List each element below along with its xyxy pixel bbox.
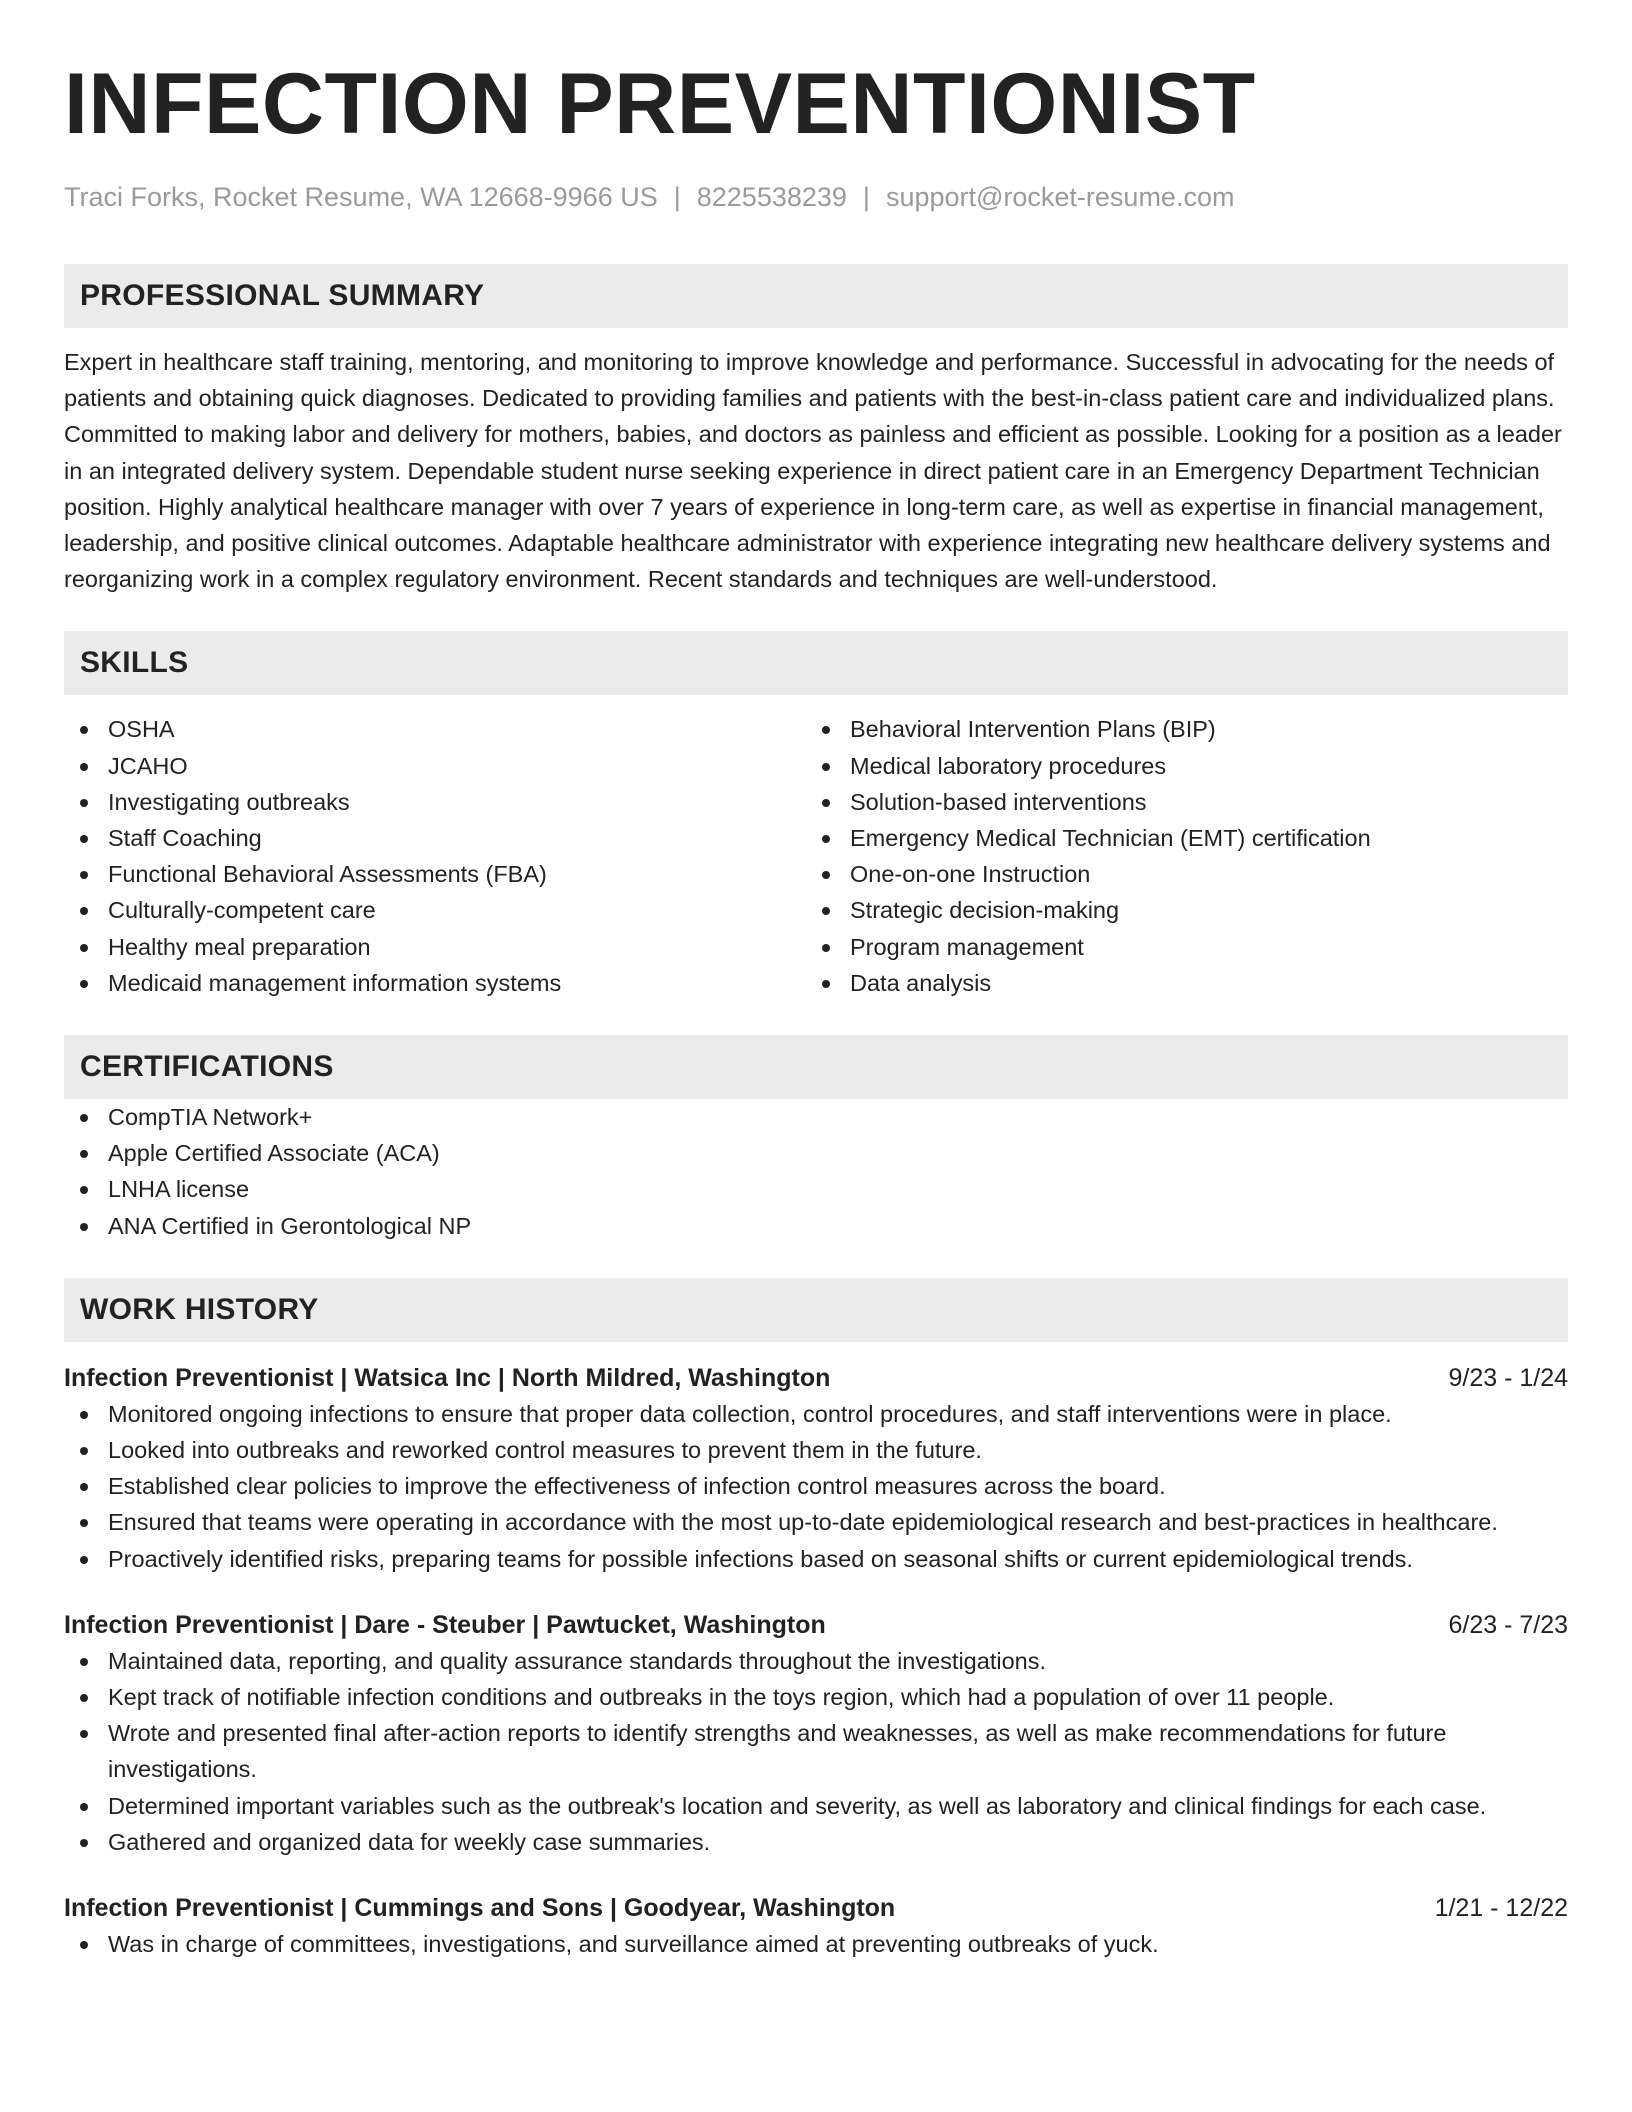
list-item-text: Data analysis (850, 969, 992, 996)
list-item (64, 1788, 1568, 1824)
list-item (64, 1679, 1568, 1715)
list-item-text: Strategic decision-making (850, 897, 1120, 924)
list-item (64, 820, 806, 856)
list-item (64, 748, 806, 784)
job-title: Infection Preventionist | Dare - Steuber | Pawtucket, Washington (64, 1610, 826, 1639)
list-item-text: JCAHO (108, 752, 188, 779)
bullet-icon (80, 726, 88, 734)
list-item (806, 784, 1548, 820)
bullet-icon (822, 835, 830, 843)
list-item-text: Healthy meal preparation (108, 933, 371, 960)
bullet-icon (80, 1150, 88, 1158)
skills-list-right (806, 711, 1548, 1001)
list-item (64, 1208, 1568, 1244)
bullet-icon (80, 871, 88, 879)
job-title: Infection Preventionist | Cummings and Sons | Goodyear, Washington (64, 1894, 896, 1923)
list-item-text: LNHA license (108, 1176, 250, 1203)
list-item-text: Ensured that teams were operating in accordance with the most up-to-date epidemiological research and best-practices in healthcare. (108, 1509, 1498, 1536)
list-item-text: Was in charge of committees, investigations, and surveillance aimed at preventing outbreaks of yuck. (108, 1931, 1159, 1958)
job-entry (64, 1890, 1568, 1962)
list-item (64, 1396, 1568, 1432)
list-item (64, 784, 806, 820)
bullet-icon (80, 1223, 88, 1231)
skills-grid (64, 711, 1568, 1001)
list-item (806, 711, 1548, 747)
contact-separator: | (673, 182, 681, 212)
list-item (64, 929, 806, 965)
bullet-icon (80, 1556, 88, 1564)
list-item-text: Staff Coaching (108, 825, 262, 852)
list-item (64, 711, 806, 747)
section-header-work-history: WORK HISTORY (64, 1278, 1568, 1342)
list-item (64, 1135, 1568, 1171)
skills-list-left (64, 711, 806, 1001)
list-item-text: Looked into outbreaks and reworked control measures to prevent them in the future. (108, 1437, 982, 1464)
list-item-text: Solution-based interventions (850, 788, 1147, 815)
list-item (64, 1824, 1568, 1860)
contact-separator: | (862, 182, 870, 212)
job-header (64, 1890, 1568, 1926)
bullet-icon (80, 1186, 88, 1194)
job-title: Infection Preventionist | Watsica Inc | North Mildred, Washington (64, 1363, 831, 1392)
bullet-icon (80, 1694, 88, 1702)
list-item-text: OSHA (108, 716, 175, 743)
section-header-certifications: CERTIFICATIONS (64, 1035, 1568, 1099)
work-history-list (64, 1360, 1568, 1962)
list-item-text: Gathered and organized data for weekly case summaries. (108, 1828, 711, 1855)
list-item (64, 1468, 1568, 1504)
contact-address: Traci Forks, Rocket Resume, WA 12668-9966 US (64, 182, 658, 212)
list-item-text: One-on-one Instruction (850, 861, 1091, 888)
resume-title: INFECTION PREVENTIONIST (64, 56, 1256, 152)
list-item (806, 892, 1548, 928)
bullet-icon (80, 1483, 88, 1491)
list-item (64, 1715, 1568, 1787)
list-item-text: Established clear policies to improve the effectiveness of infection control measures across the board. (108, 1473, 1166, 1500)
list-item (64, 856, 806, 892)
contact-line (64, 180, 1568, 214)
list-item-text: Behavioral Intervention Plans (BIP) (850, 716, 1216, 743)
list-item (64, 1504, 1568, 1540)
list-item-text: Program management (850, 933, 1084, 960)
job-header (64, 1360, 1568, 1396)
job-entry (64, 1360, 1568, 1577)
job-dates: 1/21 - 12/22 (1434, 1894, 1568, 1923)
contact-email: support@rocket-resume.com (885, 182, 1235, 212)
list-item (806, 748, 1548, 784)
bullet-icon (822, 799, 830, 807)
list-item-text: ANA Certified in Gerontological NP (108, 1212, 472, 1239)
list-item (64, 892, 806, 928)
list-item (64, 1171, 1568, 1207)
bullet-icon (822, 944, 830, 952)
list-item (64, 965, 806, 1001)
list-item-text: Medicaid management information systems (108, 969, 562, 996)
list-item-text: Maintained data, reporting, and quality assurance standards throughout the investigations. (108, 1647, 1046, 1674)
bullet-icon (822, 907, 830, 915)
job-entry (64, 1607, 1568, 1860)
section-header-summary: PROFESSIONAL SUMMARY (64, 264, 1568, 328)
bullet-icon (822, 726, 830, 734)
list-item-text: Determined important variables such as the outbreak's location and severity, as well as laboratory and clinical findings for each case. (108, 1792, 1487, 1819)
job-bullet-list (64, 1926, 1568, 1962)
list-item-text: Culturally-competent care (108, 897, 376, 924)
job-header (64, 1607, 1568, 1643)
list-item-text: Apple Certified Associate (ACA) (108, 1140, 440, 1167)
list-item-text: Proactively identified risks, preparing teams for possible infections based on seasonal shifts or current epidemiological trends. (108, 1545, 1413, 1572)
bullet-icon (80, 944, 88, 952)
bullet-icon (80, 1519, 88, 1527)
bullet-icon (822, 980, 830, 988)
list-item-text: Emergency Medical Technician (EMT) certification (850, 825, 1371, 852)
bullet-icon (80, 1411, 88, 1419)
list-item (806, 820, 1548, 856)
list-item (806, 965, 1548, 1001)
list-item (64, 1541, 1568, 1577)
job-bullet-list (64, 1643, 1568, 1860)
list-item (64, 1643, 1568, 1679)
bullet-icon (80, 1839, 88, 1847)
bullet-icon (80, 907, 88, 915)
bullet-icon (80, 1730, 88, 1738)
list-item (806, 856, 1548, 892)
bullet-icon (80, 763, 88, 771)
bullet-icon (80, 1941, 88, 1949)
skills-column-left (64, 711, 806, 1001)
bullet-icon (80, 1447, 88, 1455)
list-item-text: Medical laboratory procedures (850, 752, 1167, 779)
job-dates: 6/23 - 7/23 (1448, 1610, 1568, 1639)
bullet-icon (80, 980, 88, 988)
list-item-text: Wrote and presented final after-action reports to identify strengths and weaknesses, as well as make recommendations for future investigations. (108, 1720, 1447, 1783)
list-item-text: Investigating outbreaks (108, 788, 350, 815)
list-item (64, 1432, 1568, 1468)
list-item-text: CompTIA Network+ (108, 1104, 313, 1131)
bullet-icon (822, 763, 830, 771)
skills-column-right (806, 711, 1548, 1001)
bullet-icon (80, 835, 88, 843)
list-item (806, 929, 1548, 965)
list-item-text: Kept track of notifiable infection conditions and outbreaks in the toys region, which had a population of over 11 people. (108, 1684, 1335, 1711)
summary-text: Expert in healthcare staff training, mentoring, and monitoring to improve knowledge and performance. Successful in advocating for the needs of patients and obtaining quick diagnoses. Dedicated to providing families and patients with the best-in-class patient care and individualized plans. Committed to making labor and delivery for mothers, babies, and doctors as painless and efficient as possible. Looking for a position as a leader in an integrated delivery system. Dependable student nurse seeking experience in direct patient care in an Emergency Department Technician position. Highly analytical healthcare manager with over 7 years of experience in long-term care, as well as expertise in financial management, leadership, and positive clinical outcomes. Adaptable healthcare administrator with experience integrating new healthcare delivery systems and reorganizing work in a complex regulatory environment. Recent standards and techniques are well-understood. (64, 349, 1562, 593)
list-item (64, 1926, 1568, 1962)
bullet-icon (822, 871, 830, 879)
job-dates: 9/23 - 1/24 (1448, 1363, 1568, 1392)
bullet-icon (80, 1803, 88, 1811)
contact-phone: 8225538239 (696, 182, 847, 212)
list-item-text: Functional Behavioral Assessments (FBA) (108, 861, 547, 888)
bullet-icon (80, 799, 88, 807)
bullet-icon (80, 1658, 88, 1666)
list-item-text: Monitored ongoing infections to ensure that proper data collection, control procedures, and staff interventions were in place. (108, 1400, 1392, 1427)
list-item (64, 1099, 1568, 1135)
bullet-icon (80, 1114, 88, 1122)
job-bullet-list (64, 1396, 1568, 1577)
certifications-list (64, 1099, 1568, 1244)
section-header-skills: SKILLS (64, 631, 1568, 695)
